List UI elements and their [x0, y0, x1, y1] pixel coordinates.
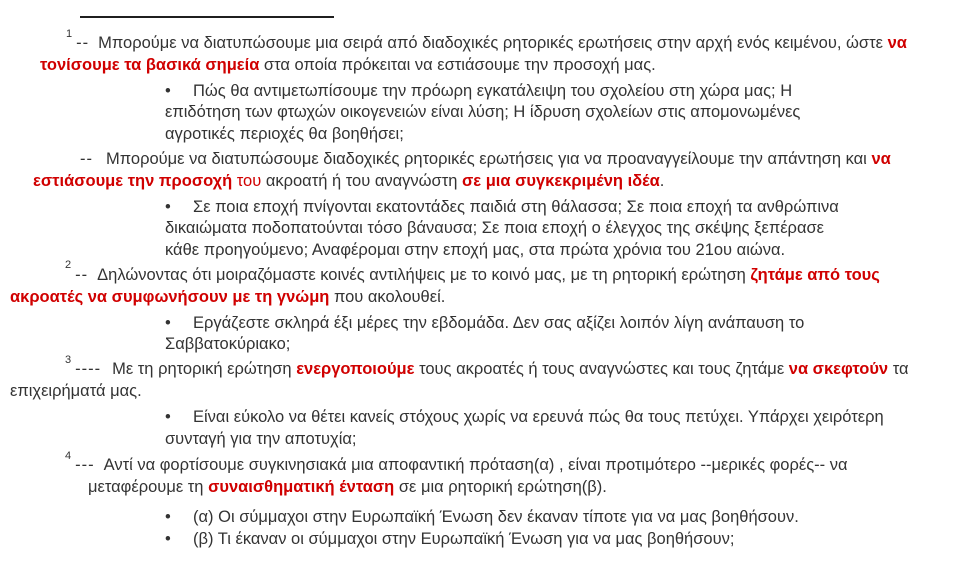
footnote-1-text-3: Μπορούμε να διατυπώσουμε διαδοχικές ρητορικές ερωτήσεις για να προαναγγείλουμε την απάντηση και — [106, 149, 872, 168]
footnote-1-paragraph-2 — [33, 149, 895, 193]
footnote-1-highlight-2: να εστιάσουμε την προσοχή — [33, 149, 891, 190]
list-item — [165, 197, 857, 262]
footnote-1-text: Μπορούμε να διατυπώσουμε μια σειρά από διαδοχικές ρητορικές ερωτήσεις στην αρχή ενός κειμένου, ώστε — [98, 34, 888, 52]
footnote-1-red-word: του — [232, 171, 266, 190]
footnote-3-text-2: τους ακροατές ή τους αναγνώστες και τους ζητάμε — [414, 360, 789, 379]
list-item — [165, 81, 867, 146]
list-item — [165, 407, 901, 451]
bullet-icon: • — [165, 407, 171, 426]
bullet-text: (α) Οι σύμμαχοι στην Ευρωπαϊκή Ένωση δεν έκαναν τίποτε για να μας βοηθήσουν. — [193, 507, 799, 526]
footnote-2-paragraph — [10, 259, 910, 309]
footnote-4-marker: 4 — [65, 449, 72, 462]
footnote-1-text-5: . — [659, 171, 665, 190]
footnote-1-marker: 1 — [66, 27, 73, 40]
footnote-2-dash: -- — [75, 265, 89, 284]
footnote-2-text: Δηλώνοντας ότι μοιραζόμαστε κοινές αντιλήψεις με το κοινό μας, με τη ρητορική ερώτηση — [97, 265, 751, 284]
footnote-3-dash: ---- — [75, 360, 102, 379]
bullet-text: Σε ποια εποχή πνίγονται εκατοντάδες παιδιά στη θάλασσα; Σε ποια εποχή τα ανθρώπινα δικαιώματα ποδοπατούνται τόσο βάναυσα; Σε ποια εποχή ο έλεγχος της σκέψης ξεπέρασε κάθε προηγούμενο; Αναφέρομαι στην εποχή μας, στα πρώτα χρόνια του 21ου αιώνα. — [165, 197, 839, 260]
list-item — [165, 313, 889, 357]
footnote-3-text: Με τη ρητορική ερώτηση — [112, 360, 297, 379]
bullet-icon: • — [165, 507, 171, 526]
bullet-text: Πώς θα αντιμετωπίσουμε την πρόωρη εγκατάλειψη του σχολείου στη χώρα μας; Η επιδότηση των φτωχών οικογενειών είναι λύση; Η ίδρυση σχολείων στις απομονωμένες αγροτικές περιοχές θα βοηθήσει; — [165, 81, 801, 144]
footnote-4-dash: --- — [75, 456, 95, 475]
footnote-1-highlight: να τονίσουμε τα βασικά σημεία — [40, 34, 907, 74]
bullet-icon: • — [165, 81, 171, 100]
footnote-2-bullet-list — [165, 313, 889, 357]
footnote-3-paragraph — [10, 353, 915, 403]
footnote-3-marker: 3 — [65, 353, 72, 366]
footnote-1-bullet-list-2 — [165, 197, 857, 262]
list-item — [165, 507, 945, 529]
footnote-1-paragraph-1 — [40, 27, 914, 77]
footnote-separator-line — [80, 16, 334, 18]
footnote-1-text-4: ακροατή ή του αναγνώστη — [265, 171, 462, 190]
bullet-text: (β) Τι έκαναν οι σύμμαχοι στην Ευρωπαϊκή Ένωση για να μας βοηθήσουν; — [193, 529, 735, 548]
footnote-3-highlight: ενεργοποιούμε — [296, 360, 415, 379]
footnote-4-text: Αντί να φορτίσουμε συγκινησιακά μια αποφαντική πρόταση(α) , είναι προτιμότερο --μερικές φορές-- να μεταφέρουμε τη — [88, 456, 848, 497]
footnote-2-marker: 2 — [65, 259, 72, 272]
footnote-4-bullet-list — [165, 507, 945, 551]
footnote-1-highlight-3: σε μια συγκεκριμένη ιδέα — [462, 171, 660, 190]
footnote-3-text-3: τα επιχειρήματά μας. — [10, 360, 909, 400]
footnote-1-dash: -- — [76, 34, 90, 52]
footnote-1-bullet-list-1 — [165, 81, 867, 146]
footnote-3-highlight-2: να σκεφτούν — [788, 360, 889, 379]
footnote-4-text-2: σε μια ρητορική ερώτηση(β). — [394, 478, 607, 497]
bullet-icon: • — [165, 529, 171, 548]
footnote-3-bullet-list — [165, 407, 901, 451]
footnote-2-highlight: ζητάμε από τους ακροατές να συμφωνήσουν με τη γνώμη — [10, 265, 880, 306]
footnote-1-text-2: στα οποία πρόκειται να εστιάσουμε την προσοχή μας. — [259, 55, 656, 74]
bullet-text: Είναι εύκολο να θέτει κανείς στόχους χωρίς να ερευνά πώς θα τους πετύχει. Υπάρχει χειρότερη συνταγή για την αποτυχία; — [165, 407, 884, 448]
footnote-1-dash-2: -- — [80, 149, 93, 168]
bullet-icon: • — [165, 197, 171, 216]
footnote-4-paragraph — [65, 449, 848, 499]
bullet-text: Εργάζεστε σκληρά έξι μέρες την εβδομάδα. Δεν σας αξίζει λοιπόν λίγη ανάπαυση το Σαββατοκύριακο; — [165, 313, 805, 354]
list-item — [165, 529, 945, 551]
footnote-4-highlight: συναισθηματική ένταση — [208, 478, 395, 497]
bullet-icon: • — [165, 313, 171, 332]
footnote-2-text-2: που ακολουθεί. — [329, 287, 446, 306]
